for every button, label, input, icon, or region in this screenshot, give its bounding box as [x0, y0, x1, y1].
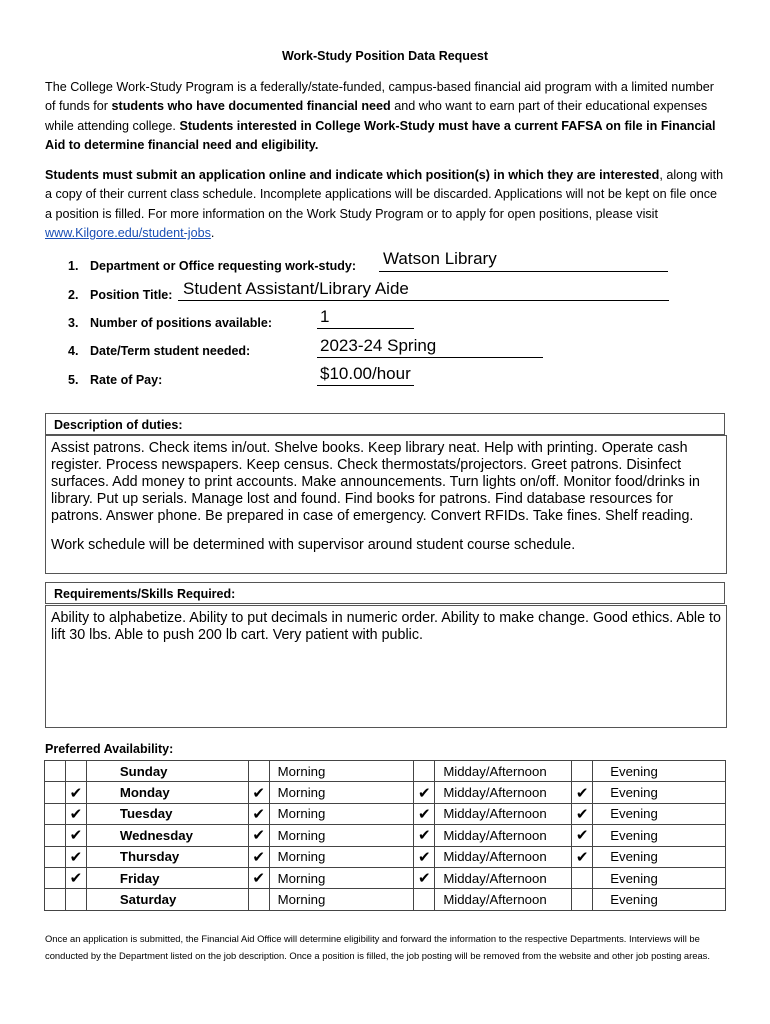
midday-afternoon-label: Midday/Afternoon: [435, 782, 572, 803]
midday-afternoon-label: Midday/Afternoon: [435, 803, 572, 824]
morning-label: Morning: [269, 782, 414, 803]
position-title-underline: [178, 300, 669, 301]
midday-afternoon-checkbox[interactable]: ✔: [414, 782, 435, 803]
rate-of-pay-field[interactable]: $10.00/hour: [320, 364, 411, 383]
morning-label: Morning: [269, 803, 414, 824]
morning-label: Morning: [269, 825, 414, 846]
day-checkbox[interactable]: ✔: [65, 803, 86, 824]
positions-available-underline: [317, 328, 414, 329]
availability-row: [45, 825, 726, 846]
instructions-text-1: , along with a copy of their current class schedule. Incomplete applications will be discarded. Applications will not be kept on file once a position is filled. For more information on the Work Study Program or to apply for open positions, please visit: [45, 168, 724, 221]
morning-checkbox[interactable]: [248, 889, 269, 910]
morning-checkbox[interactable]: ✔: [248, 782, 269, 803]
morning-label: Morning: [269, 761, 414, 782]
day-label: Tuesday: [86, 803, 248, 824]
requirements-box[interactable]: [45, 605, 727, 728]
morning-checkbox[interactable]: ✔: [248, 846, 269, 867]
morning-checkbox[interactable]: ✔: [248, 825, 269, 846]
midday-afternoon-checkbox[interactable]: ✔: [414, 825, 435, 846]
morning-checkbox[interactable]: [248, 761, 269, 782]
midday-afternoon-label: Midday/Afternoon: [435, 867, 572, 888]
intro-text-1: The College Work-Study Program is a federally/state-funded, campus-based financial aid program with a limited number of funds for: [45, 80, 714, 114]
evening-label: Evening: [593, 782, 726, 803]
evening-label: Evening: [593, 867, 726, 888]
evening-label: Evening: [593, 761, 726, 782]
day-label: Sunday: [86, 761, 248, 782]
row-spacer: [45, 889, 66, 910]
day-checkbox[interactable]: ✔: [65, 846, 86, 867]
department-field[interactable]: Watson Library: [383, 249, 497, 268]
duties-text: Assist patrons. Check items in/out. Shelve books. Keep library neat. Help with printing. Operate cash register. Process newspapers. Keep census. Check thermostats/projectors. Greet patrons. Disinfect surfaces. Add money to print accounts. Make announcements. Turn lights on/off. Monitor food/drinks in library. Put up serials. Manage lost and found. Find books for patrons. Find database resources for patrons. Answer phone. Be prepared in case of emergency. Convert RFIDs. Take fines. Shelf reading.: [51, 440, 701, 524]
instructions-text-2: .: [210, 226, 215, 241]
day-label: Saturday: [86, 889, 248, 910]
row-spacer: [45, 782, 66, 803]
midday-afternoon-label: Midday/Afternoon: [435, 761, 572, 782]
evening-label: Evening: [593, 846, 726, 867]
row-spacer: [45, 825, 66, 846]
availability-row: [45, 782, 726, 803]
midday-afternoon-checkbox[interactable]: ✔: [414, 846, 435, 867]
duties-box[interactable]: [45, 435, 727, 574]
rate-of-pay-underline: [317, 385, 414, 386]
question-label: Rate of Pay:: [90, 373, 163, 387]
row-spacer: [45, 761, 66, 782]
day-label: Wednesday: [86, 825, 248, 846]
day-checkbox[interactable]: [65, 761, 86, 782]
row-spacer: [45, 803, 66, 824]
question-position-title: [68, 288, 172, 302]
question-date-term: [68, 344, 250, 358]
intro-text-2: and who want to earn part of their educational expenses while attending college.: [45, 99, 708, 133]
evening-checkbox[interactable]: [572, 761, 593, 782]
question-number: 2.: [68, 288, 79, 302]
evening-label: Evening: [593, 803, 726, 824]
question-label: Position Title:: [90, 288, 173, 302]
positions-available-field[interactable]: 1: [320, 307, 330, 326]
evening-label: Evening: [593, 889, 726, 910]
midday-afternoon-label: Midday/Afternoon: [435, 889, 572, 910]
question-number: 4.: [68, 344, 79, 358]
requirements-heading: Requirements/Skills Required:: [45, 582, 725, 604]
midday-afternoon-checkbox[interactable]: ✔: [414, 867, 435, 888]
midday-afternoon-label: Midday/Afternoon: [435, 846, 572, 867]
evening-checkbox[interactable]: [572, 867, 593, 888]
day-checkbox[interactable]: [65, 889, 86, 910]
date-term-underline: [317, 357, 543, 358]
question-department: [68, 259, 356, 273]
duties-heading: Description of duties:: [45, 413, 725, 435]
position-title-field[interactable]: Student Assistant/Library Aide: [183, 279, 409, 298]
instructions-bold: Students must submit an application online and indicate which position(s) in which they are interested: [45, 168, 660, 182]
intro-paragraph: [45, 78, 725, 156]
day-label: Friday: [86, 867, 248, 888]
availability-row: [45, 803, 726, 824]
day-checkbox[interactable]: ✔: [65, 867, 86, 888]
midday-afternoon-label: Midday/Afternoon: [435, 825, 572, 846]
question-number: 5.: [68, 373, 79, 387]
question-label: Department or Office requesting work-study:: [90, 259, 357, 273]
instructions-paragraph: [45, 166, 725, 244]
student-jobs-link[interactable]: www.Kilgore.edu/student-jobs: [45, 226, 211, 241]
question-positions-available: [68, 316, 272, 330]
duties-schedule-note: Work schedule will be determined with supervisor around student course schedule.: [51, 537, 576, 553]
intro-bold-1: students who have documented financial need: [111, 99, 391, 114]
availability-row: [45, 889, 726, 910]
evening-checkbox[interactable]: ✔: [572, 825, 593, 846]
availability-heading: Preferred Availability:: [45, 742, 174, 756]
evening-checkbox[interactable]: ✔: [572, 803, 593, 824]
intro-bold-2: Students interested in College Work-Study must have a current FAFSA on file in Financial Aid to determine financial need and eligibility.: [45, 118, 716, 153]
morning-checkbox[interactable]: ✔: [248, 867, 269, 888]
evening-checkbox[interactable]: [572, 889, 593, 910]
availability-table: [44, 760, 726, 911]
question-label: Number of positions available:: [90, 316, 272, 330]
morning-checkbox[interactable]: ✔: [248, 803, 269, 824]
availability-row: [45, 867, 726, 888]
date-term-field[interactable]: 2023-24 Spring: [320, 336, 437, 355]
question-rate-of-pay: [68, 373, 162, 387]
day-checkbox[interactable]: ✔: [65, 782, 86, 803]
evening-label: Evening: [593, 825, 726, 846]
department-underline: [379, 271, 668, 272]
evening-checkbox[interactable]: ✔: [572, 846, 593, 867]
morning-label: Morning: [269, 867, 414, 888]
question-number: 3.: [68, 316, 79, 330]
row-spacer: [45, 867, 66, 888]
question-label: Date/Term student needed:: [90, 344, 251, 358]
row-spacer: [45, 846, 66, 867]
availability-row: [45, 761, 726, 782]
midday-afternoon-checkbox[interactable]: [414, 889, 435, 910]
requirements-text: Ability to alphabetize. Ability to put decimals in numeric order. Ability to make change. Good ethics. Able to lift 30 lbs. Able to push 200 lb cart. Very patient with public.: [51, 610, 721, 643]
question-number: 1.: [68, 259, 79, 273]
day-checkbox[interactable]: ✔: [65, 825, 86, 846]
day-label: Thursday: [86, 846, 248, 867]
day-label: Monday: [86, 782, 248, 803]
morning-label: Morning: [269, 889, 414, 910]
footer-note: Once an application is submitted, the Financial Aid Office will determine eligibility and forward the information to the respective Departments. Interviews will be conducted by the Department listed on the job description. Once a position is filled, the job posting will be removed from the website and other job posting areas.: [45, 933, 710, 961]
morning-label: Morning: [269, 846, 414, 867]
page-title: Work-Study Position Data Request: [281, 49, 489, 63]
availability-row: [45, 846, 726, 867]
midday-afternoon-checkbox[interactable]: ✔: [414, 803, 435, 824]
midday-afternoon-checkbox[interactable]: [414, 761, 435, 782]
evening-checkbox[interactable]: ✔: [572, 782, 593, 803]
